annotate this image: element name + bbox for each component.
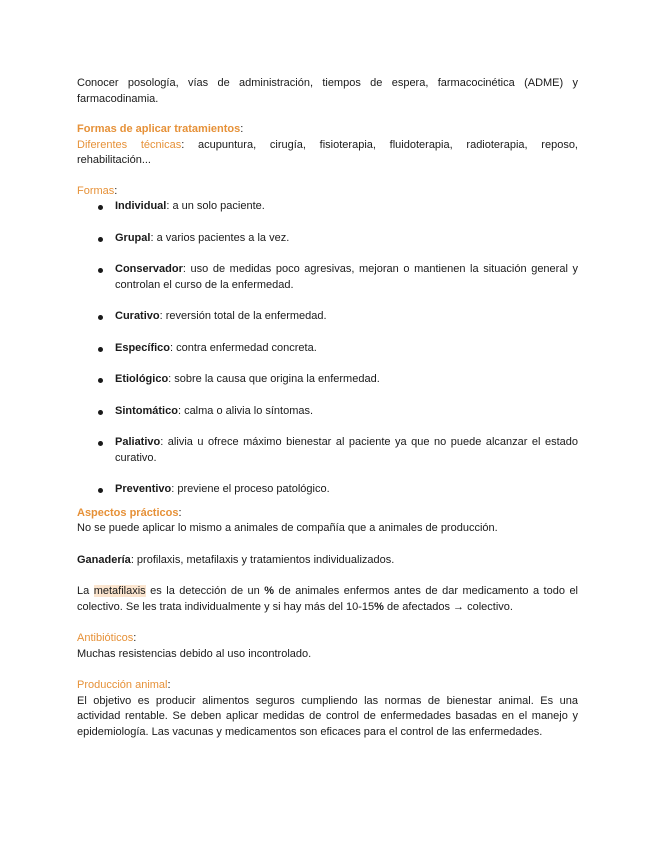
document-page <box>77 76 578 740</box>
list-item-desc: : calma o alivia lo síntomas. <box>177 404 314 417</box>
antibioticos-heading-text: Antibióticos <box>77 632 134 644</box>
metafilaxis-pre: La <box>77 585 94 597</box>
aspectos-paragraph: No se puede aplicar lo mismo a animales de compañía que a animales de producción. <box>77 522 498 534</box>
formas-heading <box>77 184 578 200</box>
tratamientos-heading-text: Formas de aplicar tratamientos <box>77 123 241 135</box>
list-item <box>77 482 578 498</box>
ganaderia-text: : profilaxis, metafilaxis y tratamientos individualizados. <box>130 553 395 566</box>
tratamientos-paragraph <box>77 138 578 169</box>
list-item-desc: : a un solo paciente. <box>166 200 265 212</box>
tecnicas-label: Diferentes técnicas <box>77 138 182 151</box>
produccion-heading-colon: : <box>167 679 171 691</box>
list-item <box>77 262 578 293</box>
antibioticos-heading-colon: : <box>133 632 137 644</box>
bullet-icon <box>98 347 103 352</box>
metafilaxis-post: de afectados → colectivo. <box>383 600 513 613</box>
formas-heading-colon: : <box>114 184 118 197</box>
tratamientos-heading-colon: : <box>240 123 244 135</box>
produccion-paragraph: El objetivo es producir alimentos seguros cumpliendo las normas de bienestar animal. Es una actividad rentable. Se deben aplicar medidas de control de enfermedades basadas en el manejo y epidemiología. Las vacunas y medicamentos son eficaces para el control de las enfermedades. <box>77 694 578 738</box>
bullet-icon <box>98 315 103 320</box>
list-item-desc: : previene el proceso patológico. <box>171 483 330 495</box>
antibioticos-paragraph: Muchas resistencias debido al uso incontrolado. <box>77 647 312 660</box>
list-item <box>77 199 578 215</box>
list-item <box>77 341 578 357</box>
list-item <box>77 372 578 388</box>
metafilaxis-term: metafilaxis <box>93 585 146 597</box>
metafilaxis-paragraph <box>77 584 578 615</box>
bullet-icon <box>98 441 103 446</box>
list-item <box>77 231 578 247</box>
ganaderia-term: Ganadería <box>77 553 131 566</box>
aspectos-heading-text: Aspectos prácticos <box>77 506 179 519</box>
list-item-desc: : sobre la causa que origina la enfermedad. <box>168 373 380 385</box>
metafilaxis-mid2: de animales enfermos antes de dar medicamento a todo el colectivo. Se les trata individualmente y si hay más del 10-15 <box>77 585 579 613</box>
list-item <box>77 435 578 466</box>
list-item-term: Conservador <box>115 263 183 275</box>
produccion-heading <box>77 678 578 694</box>
tecnicas-text: : acupuntura, cirugía, fisioterapia, fluidoterapia, radioterapia, reposo, rehabilitación... <box>77 138 578 166</box>
list-item <box>77 309 578 325</box>
metafilaxis-mid1: es la detección de un <box>145 585 265 597</box>
list-item <box>77 404 578 420</box>
bullet-icon <box>98 488 103 493</box>
list-item-desc: : reversión total de la enfermedad. <box>159 310 327 322</box>
list-item-desc: : alivia u ofrece máximo bienestar al paciente ya que no puede alcanzar el estado curativo. <box>115 436 578 464</box>
bullet-icon <box>98 410 103 415</box>
bullet-icon <box>98 205 103 210</box>
list-item-term: Individual <box>115 200 167 212</box>
bullet-icon <box>98 378 103 383</box>
list-item-desc: : contra enfermedad concreta. <box>170 341 317 354</box>
list-item-desc: : uso de medidas poco agresivas, mejoran o mantienen la situación general y controlan el curso de la enfermedad. <box>115 263 578 291</box>
intro-paragraph: Conocer posología, vías de administración, tiempos de espera, farmacocinética (ADME) y farmacodinamia. <box>77 77 578 105</box>
list-item-term: Sintomático <box>115 404 178 417</box>
aspectos-heading-colon: : <box>178 506 182 519</box>
list-item-term: Paliativo <box>115 436 161 448</box>
list-item-desc: : a varios pacientes a la vez. <box>150 231 290 244</box>
formas-heading-text: Formas <box>77 184 115 197</box>
list-item-term: Preventivo <box>115 483 172 495</box>
list-item-term: Específico <box>115 341 171 354</box>
tratamientos-heading <box>77 122 578 138</box>
list-item-term: Grupal <box>115 231 151 244</box>
list-item-term: Curativo <box>115 310 160 322</box>
ganaderia-paragraph <box>77 553 578 569</box>
aspectos-heading <box>77 506 578 522</box>
produccion-heading-text: Producción animal <box>77 679 168 691</box>
bullet-icon <box>98 268 103 273</box>
list-item-term: Etiológico <box>115 373 169 385</box>
formas-list <box>77 199 578 498</box>
antibioticos-heading <box>77 631 578 647</box>
metafilaxis-pct1: % <box>264 585 275 597</box>
metafilaxis-pct2: % <box>374 600 384 613</box>
bullet-icon <box>98 237 103 242</box>
